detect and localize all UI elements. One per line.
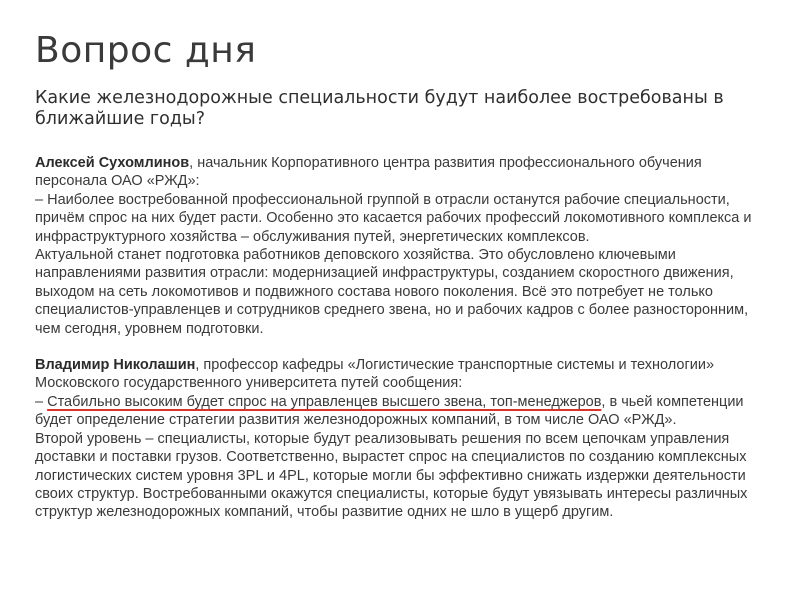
speaker-role: , профессор кафедры «Логистические транспортные системы и технологии» Московского государственного университета путей сообщения: [35,357,715,392]
answer-block-1 [35,154,775,338]
speaker-name: Владимир Николашин [35,357,196,374]
paragraph-rest: , в чьей компетенции будет определение стратегии развития железнодорожных компаний, в том числе ОАО «РЖД». [35,393,744,429]
answer-2-intro [35,356,775,393]
underlined-highlight: Стабильно высоким будет спрос на управленцев высшего звена, топ-менеджеров [47,393,602,410]
answer-1-intro [35,154,775,191]
dash-prefix: – [35,393,48,410]
speaker-name: Алексей Сухомлинов [35,155,190,171]
question-heading: Какие железнодорожные специальности будут наиболее востребованы в ближайшие годы? [35,88,724,129]
answer-1-paragraph-1: – Наиболее востребованной профессиональной группой в отрасли останутся рабочие специальности, причём спрос на них будет расти. Особенно это касается рабочих профессий локомотивного комплекса и инфраструктурного хозяйства – обслуживания путей, энергетических комплексов. [35,191,752,245]
answer-1-paragraph-2: Актуальной станет подготовка работников деповского хозяйства. Это обусловлено ключевыми направлениями развития отрасли: модернизацией инфраструктуры, созданием скоростного движения, выходом на сеть локомотивов и подвижного состава нового поколения. Всё это потребует не только специалистов-управленцев и сотрудников среднего звена, но и рабочих кадров с более разносторонним, чем сегодня, уровнем подготовки. [35,247,749,337]
page-title: Вопрос дня [35,30,257,71]
speaker-role: , начальник Корпоративного центра развития профессионального обучения персонала ОАО «РЖД»: [35,155,702,190]
answer-2-paragraph-2: Второй уровень – специалисты, которые будут реализовывать решения по всем цепочкам управления доставки и поставки грузов. Соответственно, вырастет спрос на специалистов по созданию комплексных логистических систем уровня 3PL и 4PL, которые могли бы эффективно снижать издержки деятельности своих структур. Востребованными окажутся специалисты, которые будут увязывать интересы различных структур железнодорожных компаний, чтобы развитие одних не шло в ущерб другим. [35,430,748,521]
answer-block-2 [35,356,775,522]
answer-2-paragraph-1 [35,393,775,430]
